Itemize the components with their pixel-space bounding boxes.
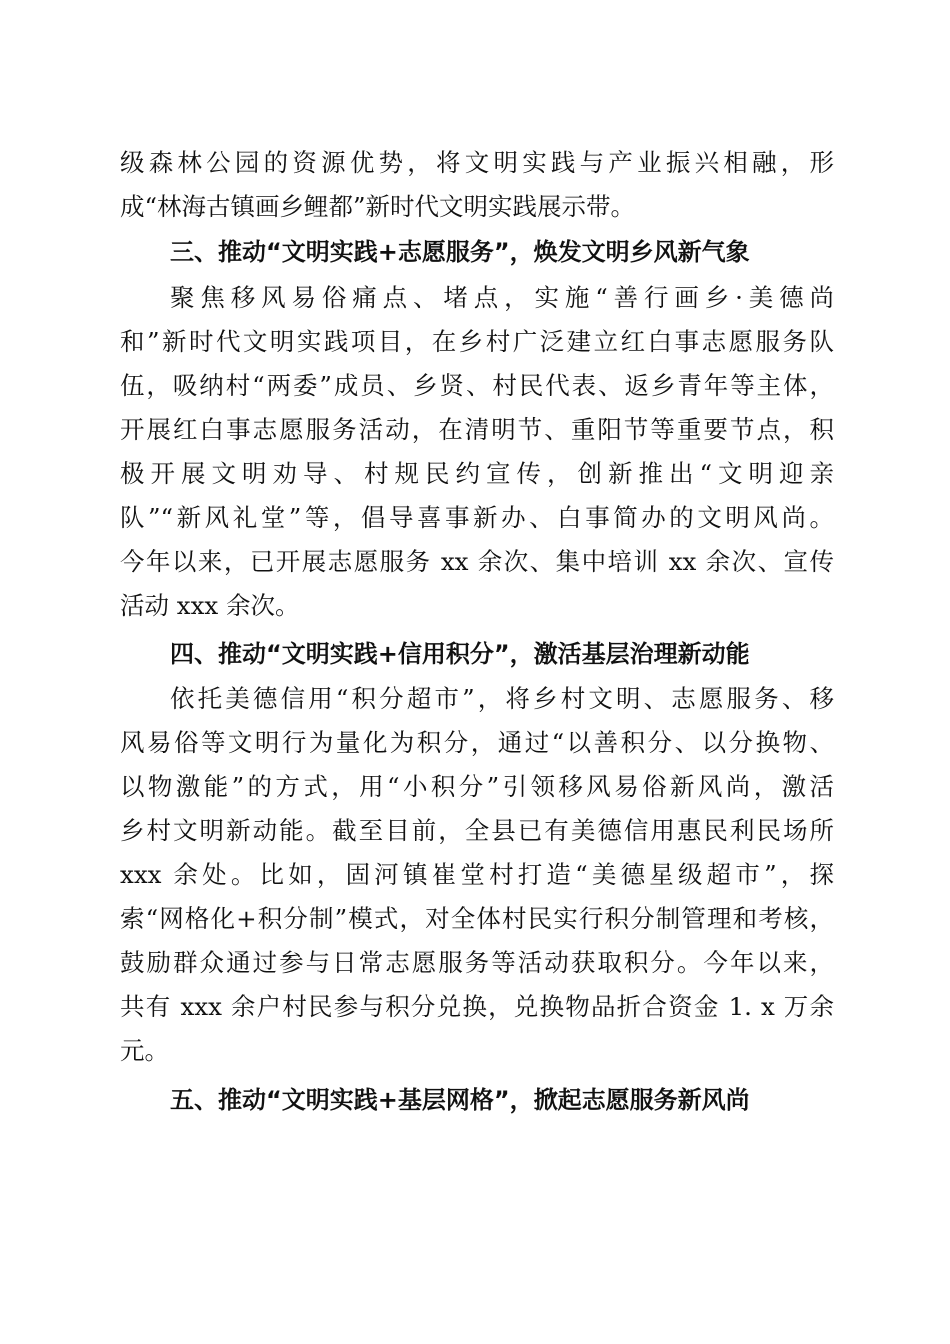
- paragraph-line: 元。: [120, 1036, 169, 1065]
- paragraph-line: 依托美德信用“积分超市”，将乡村文明、志愿服务、移: [170, 684, 834, 713]
- paragraph-line: 索“网格化+积分制”模式，对全体村民实行积分制管理和考核，: [120, 904, 834, 933]
- paragraph-line: 聚焦移风易俗痛点、堵点，实施“善行画乡·美德尚: [170, 283, 834, 312]
- paragraph-line: 级森林公园的资源优势，将文明实践与产业振兴相融，形: [120, 148, 834, 177]
- paragraph-line: 和”新时代文明实践项目，在乡村广泛建立红白事志愿服务队: [120, 327, 834, 356]
- paragraph-line: 极开展文明劝导、村规民约宣传，创新推出“文明迎亲: [120, 459, 834, 488]
- paragraph-line: 风易俗等文明行为量化为积分，通过“以善积分、以分换物、: [120, 728, 834, 757]
- section-heading-4: 四、推动“文明实践+信用积分”，激活基层治理新动能: [170, 640, 750, 668]
- paragraph-line: 乡村文明新动能。截至目前，全县已有美德信用惠民利民场所: [120, 816, 834, 845]
- paragraph-line: 伍，吸纳村“两委”成员、乡贤、村民代表、返乡青年等主体，: [120, 371, 834, 400]
- paragraph-line: 共有 xxx 余户村民参与积分兑换，兑换物品折合资金 1. x 万余: [120, 992, 834, 1021]
- paragraph-line: 活动 xxx 余次。: [120, 591, 300, 620]
- paragraph-line: 开展红白事志愿服务活动，在清明节、重阳节等重要节点，积: [120, 415, 834, 444]
- paragraph-line: xxx 余处。比如，固河镇崔堂村打造“美德星级超市”，探: [120, 860, 834, 889]
- paragraph-line: 队”“新风礼堂”等，倡导喜事新办、白事简办的文明风尚。: [120, 503, 834, 532]
- section-heading-3: 三、推动“文明实践+志愿服务”，焕发文明乡风新气象: [170, 238, 750, 266]
- paragraph-line: 今年以来，已开展志愿服务 xx 余次、集中培训 xx 余次、宣传: [120, 547, 834, 576]
- paragraph-line: 成“林海古镇画乡鲤都”新时代文明实践展示带。: [120, 192, 636, 221]
- paragraph-line: 鼓励群众通过参与日常志愿服务等活动获取积分。今年以来，: [120, 948, 834, 977]
- section-heading-5: 五、推动“文明实践+基层网格”，掀起志愿服务新风尚: [170, 1086, 750, 1114]
- paragraph-line: 以物激能”的方式，用“小积分”引领移风易俗新风尚，激活: [120, 772, 834, 801]
